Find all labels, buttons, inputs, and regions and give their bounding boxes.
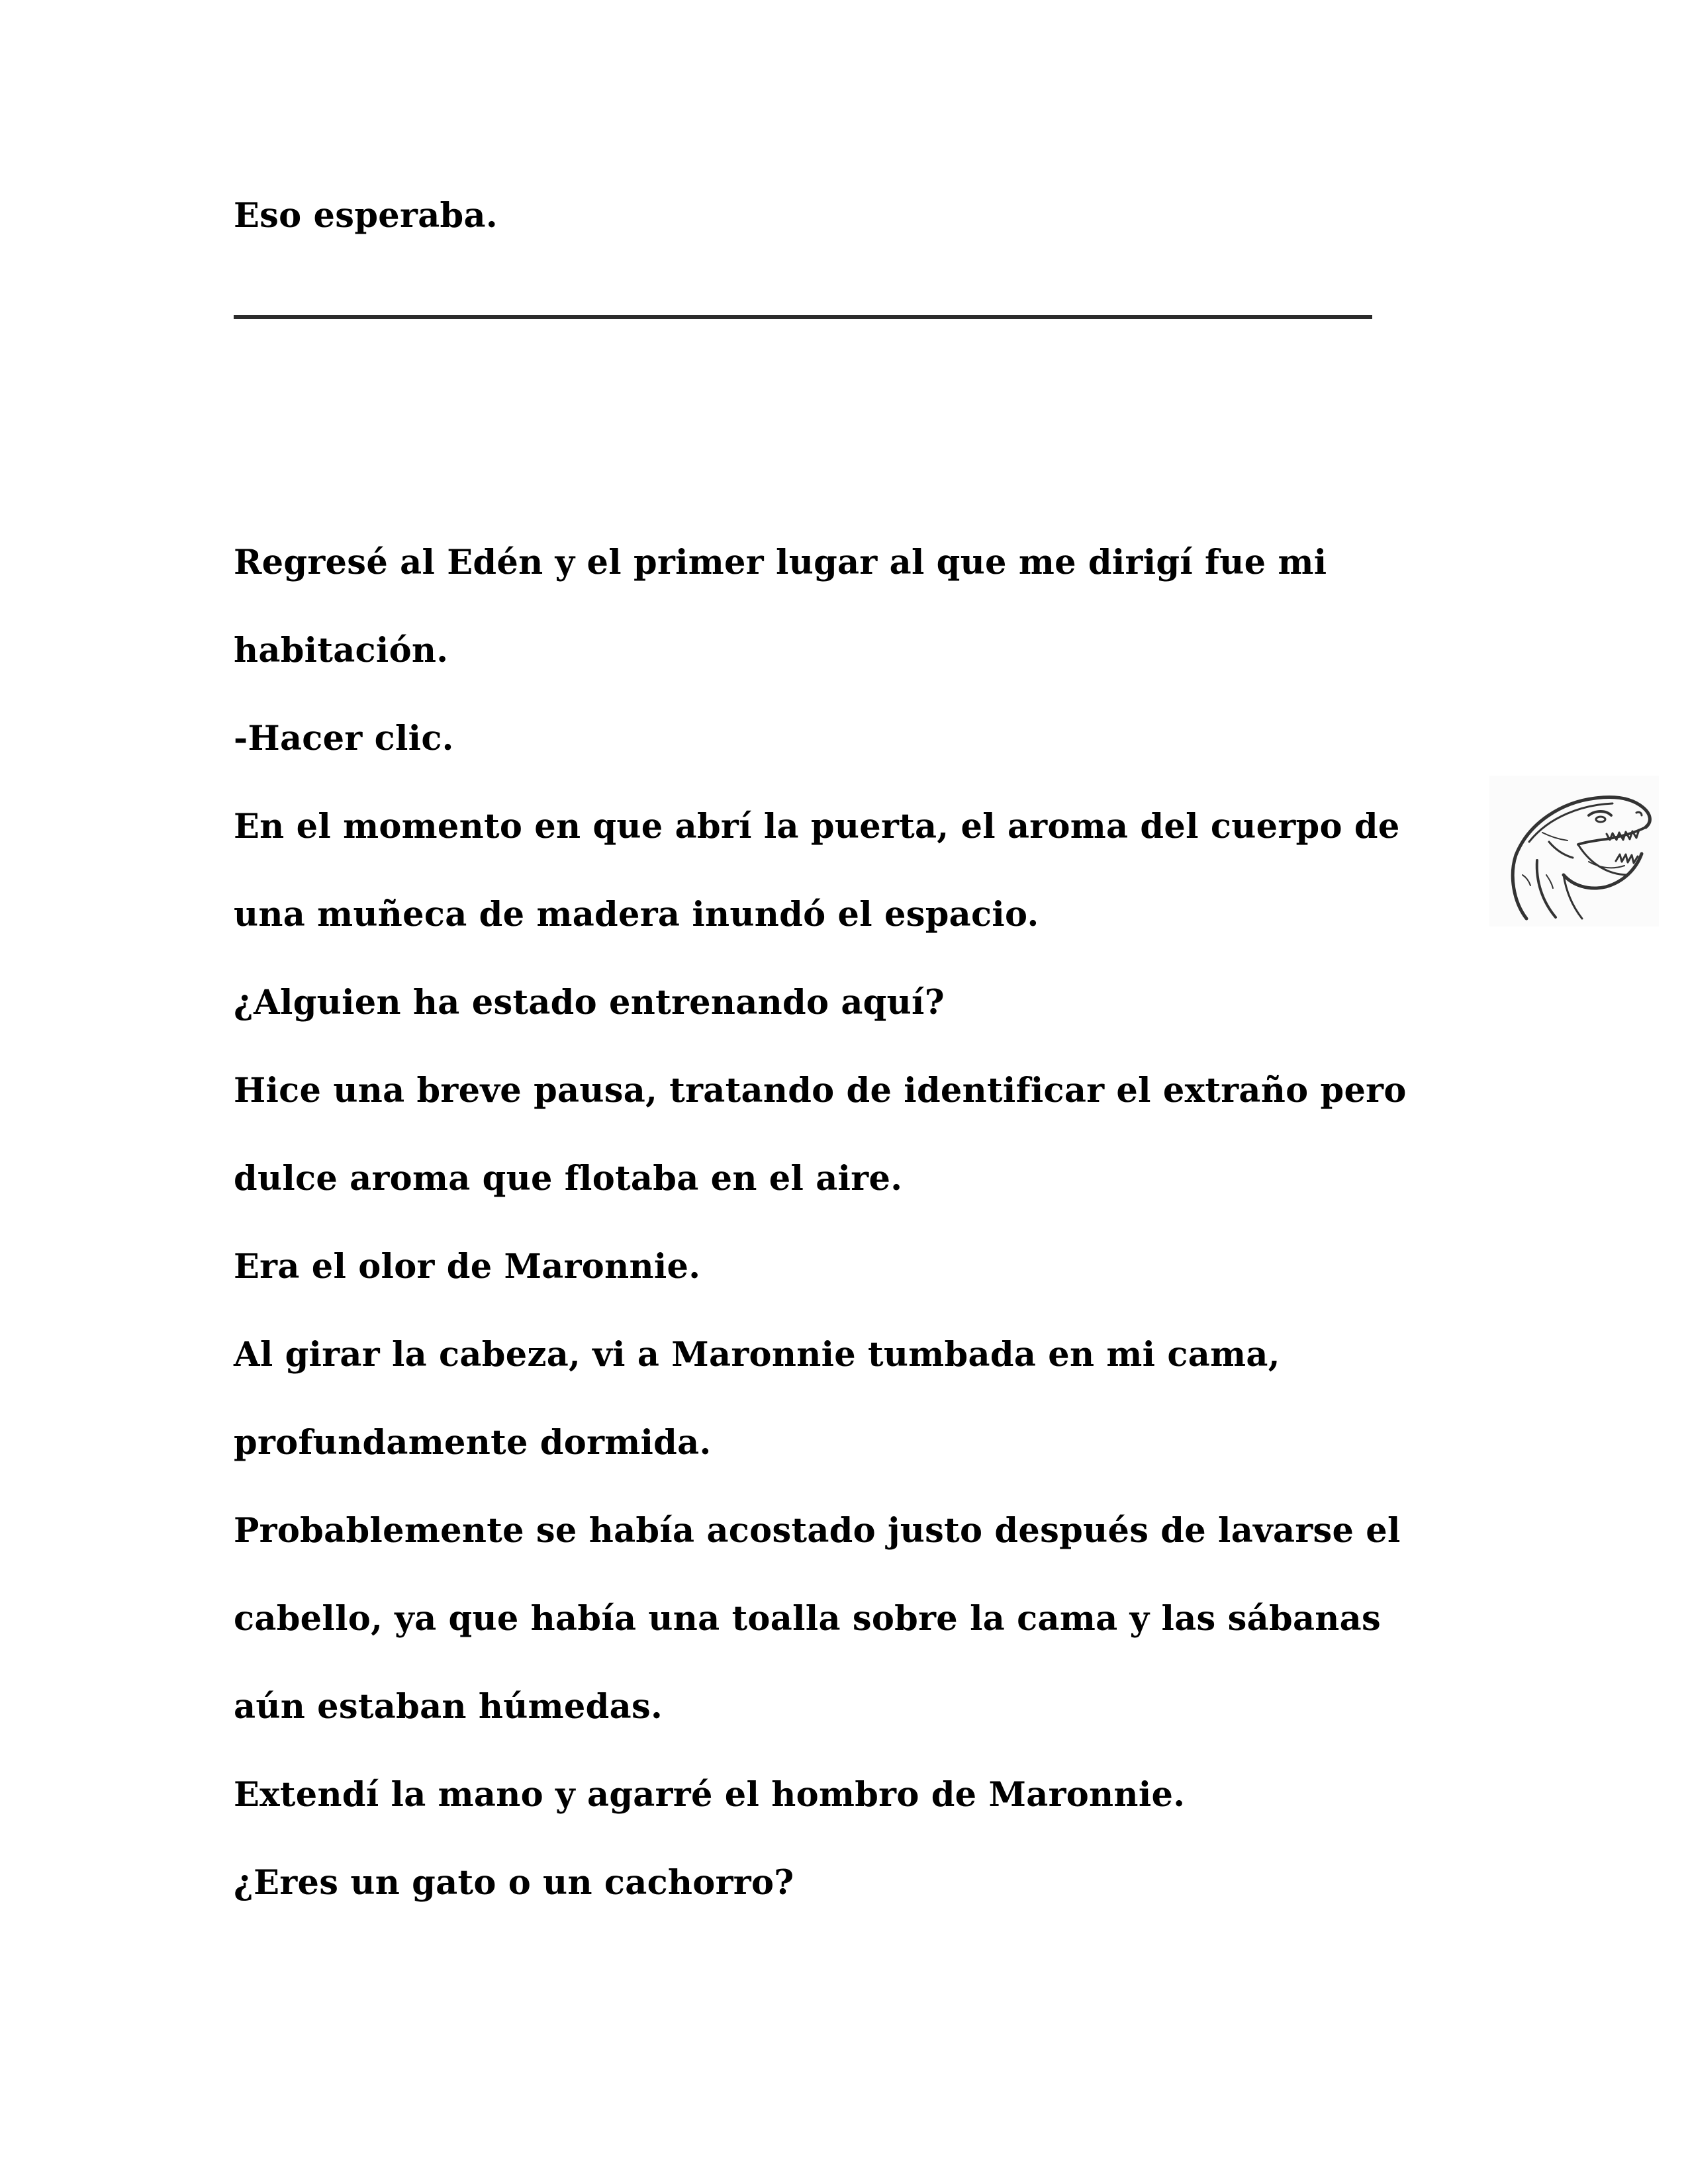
header-line: Eso esperaba. — [234, 196, 498, 236]
paragraph-line-9: Era el olor de Maronnie. — [234, 1247, 701, 1287]
paragraph-line-4: En el momento en que abrí la puerta, el aroma del cuerpo de — [234, 807, 1400, 846]
paragraph-line-2: habitación. — [234, 631, 449, 670]
paragraph-line-12: Probablemente se había acostado justo después de lavarse el — [234, 1511, 1401, 1551]
paragraph-line-5: una muñeca de madera inundó el espacio. — [234, 895, 1039, 934]
paragraph-line-14: aún estaban húmedas. — [234, 1687, 663, 1727]
horizontal-rule — [234, 315, 1372, 319]
paragraph-line-8: dulce aroma que flotaba en el aire. — [234, 1159, 903, 1199]
paragraph-line-7: Hice una breve pausa, tratando de identificar el extraño pero — [234, 1071, 1407, 1111]
paragraph-line-11: profundamente dormida. — [234, 1423, 712, 1463]
paragraph-line-6: ¿Alguien ha estado entrenando aquí? — [234, 983, 945, 1023]
paragraph-line-15: Extendí la mano y agarré el hombro de Maronnie. — [234, 1775, 1186, 1815]
paragraph-line-16: ¿Eres un gato o un cachorro? — [234, 1863, 794, 1903]
paragraph-line-1: Regresé al Edén y el primer lugar al que me dirigí fue mi — [234, 543, 1327, 582]
paragraph-line-13: cabello, ya que había una toalla sobre la cama y las sábanas — [234, 1599, 1382, 1639]
dinosaur-head-sketch-icon — [1489, 776, 1659, 927]
paragraph-line-10: Al girar la cabeza, vi a Maronnie tumbada en mi cama, — [234, 1335, 1280, 1375]
paragraph-line-3: -Hacer clic. — [234, 719, 454, 758]
